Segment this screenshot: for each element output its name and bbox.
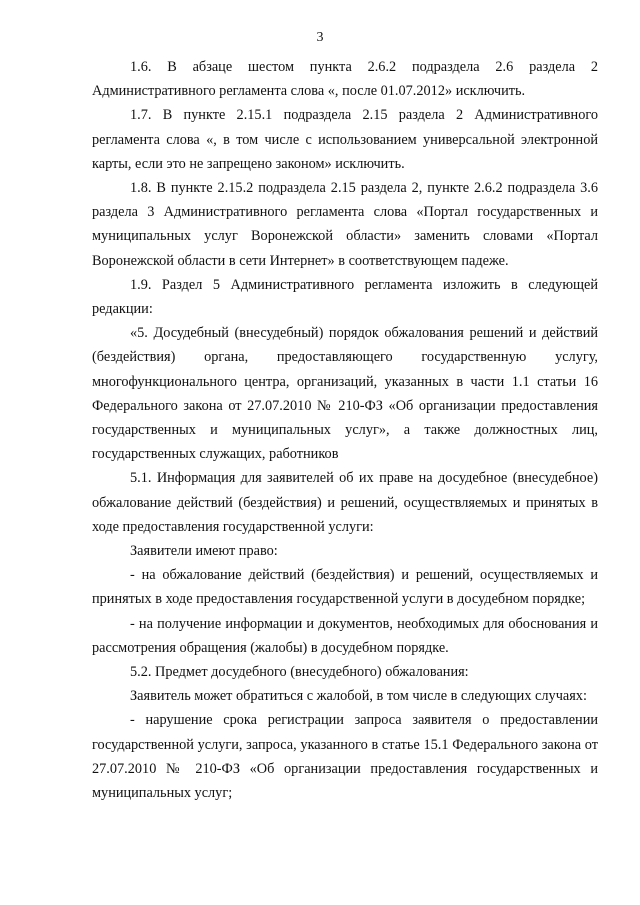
paragraph-1-8: 1.8. В пункте 2.15.2 подраздела 2.15 раздела 2, пункте 2.6.2 подраздела 3.6 раздела 3 Административного регламента слова «Портал государственных и муниципальных услуг Воронежской области» заменить словами «Портал Воронежской области в сети Интернет» в соответствующем падеже. — [92, 180, 598, 269]
paragraph-5-1: 5.1. Информация для заявителей об их праве на досудебное (внесудебное) обжалование действий (бездействия) и решений, осуществляемых и принятых в ходе предоставления государственной услуги: — [92, 470, 598, 535]
page-number: 3 — [316, 30, 324, 45]
applicants-rights-intro: Заявители имеют право: — [130, 543, 278, 560]
right-appeal-item: - на обжалование действий (бездействия) и решений, осуществляемых и принятых в ходе предоставления государственной услуги в досудебном порядке; — [92, 567, 598, 608]
paragraph-1-6: 1.6. В абзаце шестом пункта 2.6.2 подраздела 2.6 раздела 2 Административного регламента слова «, после 01.07.2012» исключить. — [92, 59, 598, 100]
section-5-heading: «5. Досудебный (внесудебный) порядок обжалования решений и действий (бездействия) органа, предоставляющего государственную услугу, многофункционального центра, организаций, указанных в части 1.1 статьи 16 Федерального закона от 27.07.2010 № 210-ФЗ «Об организации предоставления государственных и муниципальных услуг», а также должностных лиц, государственных служащих, работников — [92, 325, 598, 463]
paragraph-1-9: 1.9. Раздел 5 Административного регламента изложить в следующей редакции: — [92, 276, 598, 318]
complaint-cases-intro: Заявитель может обратиться с жалобой, в том числе в следующих случаях: — [130, 688, 587, 705]
complaint-case-item: - нарушение срока регистрации запроса заявителя о предоставлении государственной услуги, запроса, указанного в статье 15.1 Федерального закона от 27.07.2010 № 210-ФЗ «Об организации предоставления государственных и муниципальных услуг; — [92, 712, 598, 802]
paragraph-1-7: 1.7. В пункте 2.15.1 подраздела 2.15 раздела 2 Административного регламента слова «, в том числе с использованием универсальной электронной карты, если это не запрещено законом» исключить. — [92, 107, 598, 172]
right-information-item: - на получение информации и документов, необходимых для обоснования и рассмотрения обращения (жалобы) в досудебном порядке. — [92, 615, 598, 656]
document-body — [92, 55, 598, 805]
paragraph-5-2: 5.2. Предмет досудебного (внесудебного) обжалования: — [130, 664, 469, 681]
